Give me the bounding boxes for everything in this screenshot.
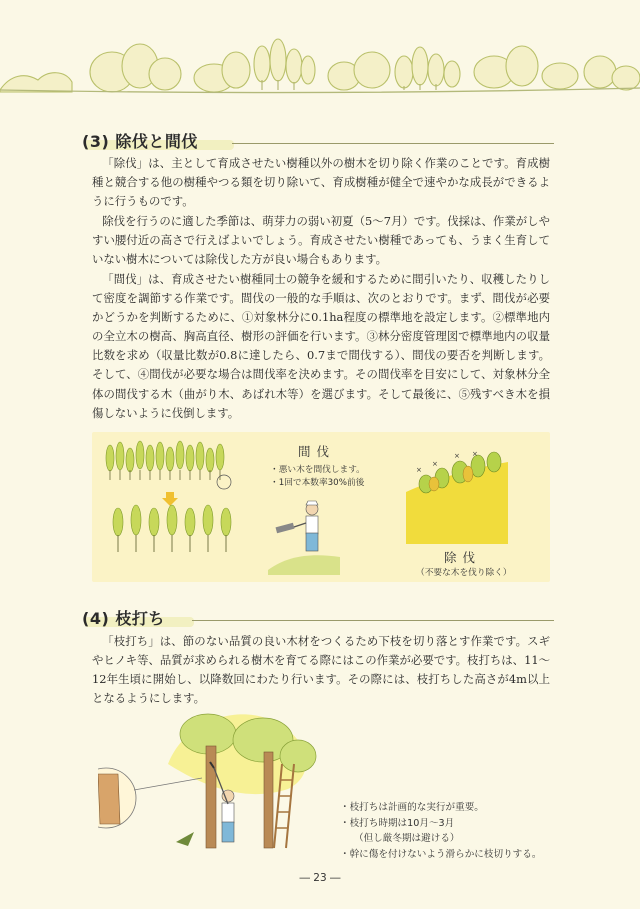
page-number: ― 23 ― [299, 872, 341, 884]
treeline-border-illustration [0, 0, 640, 100]
svg-text:×: × [472, 450, 478, 458]
thinning-before-after-illustration [100, 440, 260, 580]
paragraph-weeding-season: 除伐を行うのに適した季節は、萌芽力の弱い初夏（5〜7月）です。伐採は、作業がしやすい腰付近の高さで行えばよいでしょう。育成させたい樹種であっても、うまく生育していない樹木については除伐した方が良い場合もあります。 [92, 214, 550, 267]
thinning-note-bad-trees: ・悪い木を間伐します。 [270, 465, 365, 475]
weeding-hillside-illustration [402, 450, 512, 550]
title-underline [192, 620, 554, 621]
title-underline [232, 143, 554, 144]
svg-text:×: × [454, 452, 460, 460]
worker-cutting-illustration [268, 495, 340, 575]
pruning-worker-illustration [98, 704, 328, 854]
pruning-note: （但し厳冬期は避ける） [354, 833, 460, 844]
pruning-note: ・枝打ちは計画的な実行が重要。 [340, 802, 484, 813]
svg-text:×: × [416, 466, 422, 474]
thinning-note-rate: ・1回で本数率30%前後 [270, 478, 365, 488]
weeding-figure-caption: （不要な木を伐り除く） [416, 568, 512, 578]
pruning-note: ・枝打ち時期は10月〜3月 [340, 817, 455, 829]
section-title-pruning: (4) 枝打ち [82, 609, 165, 628]
paragraph-pruning: 「枝打ち」は、節のない品質の良い木材をつくるため下枝を切り落とす作業です。スギやヒノキ等、品質が求められる樹木を育てる際にはこの作業が必要です。枝打ちは、11〜12年生頃に開始し、以降数回にわたり行います。その際には、枝打ちした高さが4m以上となるようにします。 [92, 634, 550, 706]
pruning-note: ・幹に傷を付けないよう滑らかに枝切りする。 [340, 848, 542, 860]
svg-text:×: × [432, 460, 438, 468]
weeding-figure-title: 除伐 [444, 550, 482, 565]
paragraph-weeding-definition: 「除伐」は、主として育成させたい樹種以外の樹木を切り除く作業のことです。育成樹種と競合する他の樹種やつる類を切り除いて、育成樹種が健全で速やかな成長ができるように行うものです。 [92, 156, 550, 209]
paragraph-thinning-procedure: 「間伐」は、育成させたい樹種同士の競争を緩和するために間引いたり、収穫したりして密度を調節する作業です。間伐の一般的な手順は、次のとおりです。まず、間伐が必要かどうかを判断するために、①対象林分に0.1ha程度の標準地を設定します。②標準地内の全立木の樹高、胸高直径、樹形の評価を行います。③林分密度管理図で標準地内の収量比数を求め（収量比数が0.8に達したら、0.7まで間伐する）、間伐の要否を判断します。そして、④間伐が必要な場合は間伐率を決めます。その間伐率を目安にして、対象林分全体の間伐する木（曲がり木、あばれ木等）を選びます。そして最後に、⑤残すべき木を損傷しないように伐倒します。 [92, 272, 550, 420]
section-title-weeding-thinning: (3) 除伐と間伐 [82, 132, 198, 151]
pruning-notes-list [340, 800, 570, 862]
thinning-figure-title: 間伐 [298, 444, 336, 459]
